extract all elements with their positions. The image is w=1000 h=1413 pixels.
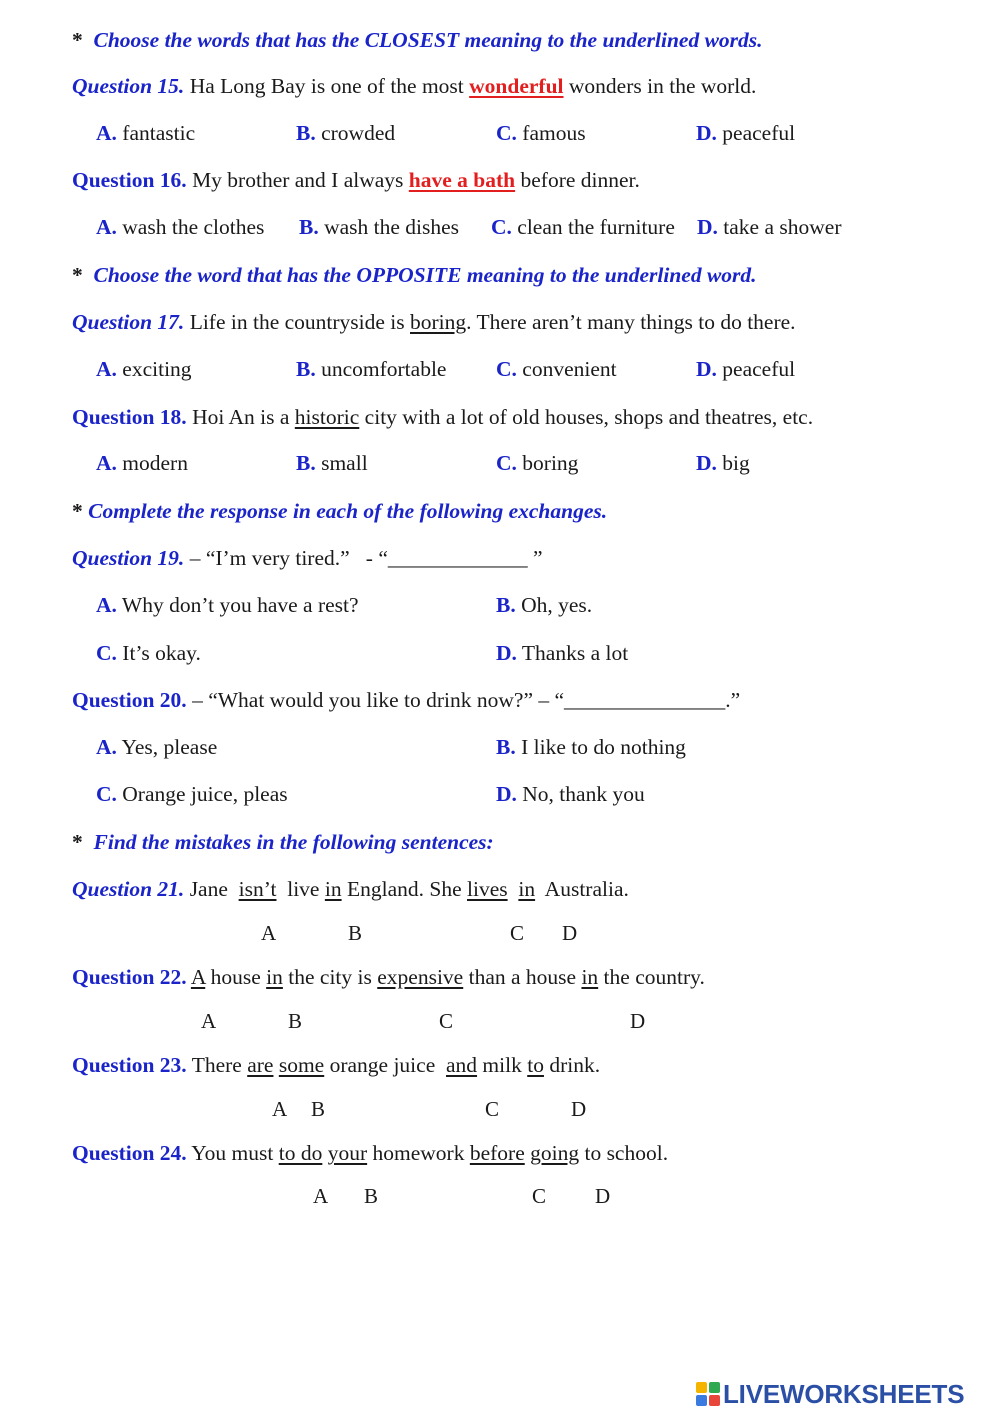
- q20-option-a[interactable]: A. Yes, please: [96, 735, 218, 759]
- question-label: Question 17.: [72, 310, 185, 334]
- underlined-key-word: boring: [410, 310, 467, 334]
- q18-option-d[interactable]: D. big: [696, 451, 750, 475]
- question-19: [72, 545, 543, 571]
- question-label: Question 22.: [72, 965, 187, 989]
- underlined-word-b[interactable]: your: [327, 1141, 368, 1165]
- question-text: city with a lot of old houses, shops and theatres, etc.: [364, 405, 814, 429]
- underlined-key-word: have a bath: [408, 168, 516, 192]
- section-heading-complete: [72, 498, 607, 524]
- q17-option-a[interactable]: A. exciting: [96, 357, 192, 381]
- mark-a: A: [201, 1009, 217, 1033]
- liveworksheets-logo[interactable]: [696, 1377, 964, 1411]
- q15-option-a[interactable]: A. fantastic: [96, 121, 196, 145]
- q19-option-b[interactable]: B. Oh, yes.: [496, 593, 593, 617]
- q15-option-b[interactable]: B. crowded: [296, 121, 396, 145]
- underlined-word-d[interactable]: to: [527, 1053, 544, 1077]
- q15-option-d[interactable]: D. peaceful: [696, 121, 796, 145]
- mark-d: D: [571, 1097, 587, 1121]
- logo-grid-icon: [696, 1382, 720, 1406]
- q16-option-a[interactable]: A. wash the clothes: [96, 215, 265, 239]
- mark-c: C: [439, 1009, 454, 1033]
- q16-option-b[interactable]: B. wash the dishes: [299, 215, 460, 239]
- underlined-key-word: historic: [294, 405, 360, 429]
- underlined-word-a[interactable]: isn’t: [238, 877, 277, 901]
- question-text: . There aren’t many things to do there.: [466, 310, 796, 334]
- underlined-word-d[interactable]: in: [518, 877, 536, 901]
- question-text: – “I’m very tired.” - “_____________ ”: [189, 546, 543, 570]
- section-heading-opposite: [72, 262, 757, 288]
- q18-option-b[interactable]: B. small: [296, 451, 368, 475]
- logo-text: LIVEWORKSHEETS: [723, 1378, 965, 1409]
- mark-b: B: [364, 1184, 379, 1208]
- star-marker: *: [72, 263, 83, 287]
- underlined-word-c[interactable]: before: [469, 1141, 525, 1165]
- underlined-key-word: wonderful: [469, 74, 564, 98]
- question-label: Question 18.: [72, 405, 187, 429]
- underlined-word-a[interactable]: A: [190, 965, 206, 989]
- mark-c: C: [532, 1184, 547, 1208]
- q19-option-a[interactable]: A. Why don’t you have a rest?: [96, 593, 359, 617]
- q19-option-c[interactable]: C. It’s okay.: [96, 641, 201, 665]
- question-label: Question 19.: [72, 546, 185, 570]
- mark-b: B: [311, 1097, 326, 1121]
- section-heading-mistakes: [72, 829, 494, 855]
- question-24: Question 24. You must to do your homework before going to school.: [72, 1141, 669, 1165]
- mark-a: A: [272, 1097, 288, 1121]
- underlined-word-d[interactable]: in: [581, 965, 599, 989]
- question-text: Hoi An is a: [192, 405, 290, 429]
- mark-d: D: [562, 921, 578, 945]
- star-marker: *: [72, 28, 83, 52]
- mark-b: B: [348, 921, 363, 945]
- q17-option-d[interactable]: D. peaceful: [696, 357, 796, 381]
- q20-option-c[interactable]: C. Orange juice, pleas: [96, 782, 288, 806]
- underlined-word-a[interactable]: are: [247, 1053, 274, 1077]
- question-23: Question 23. There are some orange juice and milk to drink.: [72, 1053, 601, 1077]
- question-text: Life in the countryside is: [189, 310, 405, 334]
- question-22: Question 22. A house in the city is expensive than a house in the country.: [72, 965, 705, 989]
- q17-option-c[interactable]: C. convenient: [496, 357, 617, 381]
- question-text: Ha Long Bay is one of the most: [189, 74, 464, 98]
- question-label: Question 16.: [72, 168, 187, 192]
- underlined-word-b[interactable]: in: [324, 877, 342, 901]
- question-label: Question 15.: [72, 74, 185, 98]
- underlined-word-c[interactable]: lives: [467, 877, 508, 901]
- q16-option-d[interactable]: D. take a shower: [697, 215, 842, 239]
- q18-option-a[interactable]: A. modern: [96, 451, 188, 475]
- underlined-word-c[interactable]: and: [446, 1053, 478, 1077]
- section-heading-closest: [72, 27, 763, 53]
- q20-option-d[interactable]: D. No, thank you: [496, 782, 645, 806]
- underlined-word-b[interactable]: some: [278, 1053, 325, 1077]
- q19-option-d[interactable]: D. Thanks a lot: [496, 641, 629, 665]
- question-text: before dinner.: [520, 168, 640, 192]
- question-21: Question 21. Jane isn’t live in England. She lives in Australia.: [72, 877, 629, 901]
- mark-c: C: [510, 921, 525, 945]
- mark-a: A: [261, 921, 277, 945]
- question-17: [72, 309, 796, 335]
- mark-d: D: [630, 1009, 646, 1033]
- mark-b: B: [288, 1009, 303, 1033]
- question-label: Question 23.: [72, 1053, 187, 1077]
- question-text: – “What would you like to drink now?” – “_______________.”: [192, 688, 741, 712]
- q20-option-b[interactable]: B. I like to do nothing: [496, 735, 686, 759]
- mark-d: D: [595, 1184, 611, 1208]
- underlined-word-d[interactable]: going: [530, 1141, 580, 1165]
- underlined-word-c[interactable]: expensive: [377, 965, 464, 989]
- q17-option-b[interactable]: B. uncomfortable: [296, 357, 447, 381]
- question-text: wonders in the world.: [568, 74, 757, 98]
- underlined-word-a[interactable]: to do: [278, 1141, 323, 1165]
- heading-text: Complete the response in each of the following exchanges.: [88, 499, 608, 523]
- heading-text: Choose the words that has the CLOSEST meaning to the underlined words.: [93, 28, 763, 52]
- question-text: My brother and I always: [192, 168, 404, 192]
- underlined-word-b[interactable]: in: [266, 965, 283, 989]
- question-18: [72, 404, 813, 430]
- heading-text: Choose the word that has the OPPOSITE meaning to the underlined word.: [93, 263, 757, 287]
- q15-option-c[interactable]: C. famous: [496, 121, 586, 145]
- mark-a: A: [313, 1184, 329, 1208]
- question-15: [72, 73, 756, 99]
- question-label: Question 24.: [72, 1141, 187, 1165]
- mark-c: C: [485, 1097, 500, 1121]
- heading-text: Find the mistakes in the following sentences:: [93, 830, 494, 854]
- question-label: Question 21.: [72, 877, 185, 901]
- question-16: [72, 167, 640, 193]
- question-label: Question 20.: [72, 688, 187, 712]
- star-marker: *: [72, 830, 83, 854]
- star-marker: *: [72, 499, 83, 523]
- question-20: [72, 687, 740, 713]
- q16-option-c[interactable]: C. clean the furniture: [491, 215, 675, 239]
- q18-option-c[interactable]: C. boring: [496, 451, 579, 475]
